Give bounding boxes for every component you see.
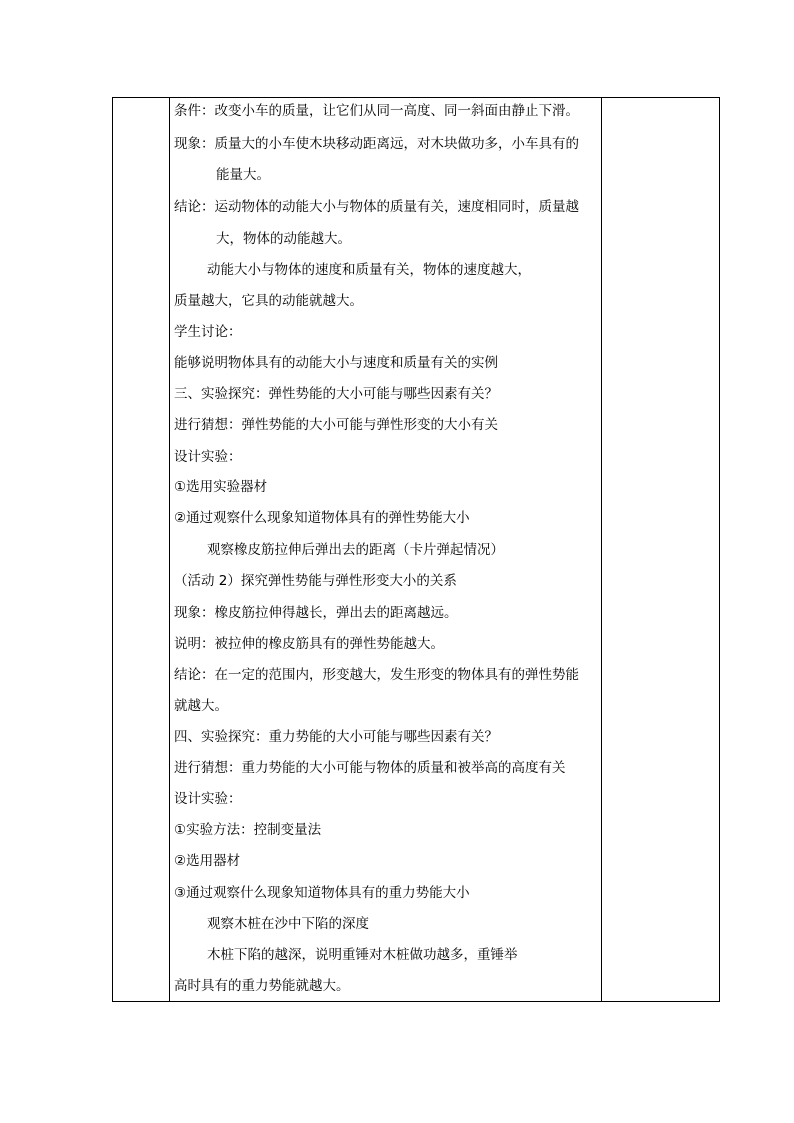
text-line: ②通过观察什么现象知道物体具有的弹性势能大小 (174, 510, 470, 526)
table-column-divider-left (169, 98, 170, 1001)
text-line: 三、实验探究：弹性势能的大小可能与哪些因素有关？ (174, 386, 498, 402)
text-line: 现象：橡皮筋拉伸得越长，弹出去的距离越远。 (174, 605, 458, 621)
text-line: 观察木桩在沙中下陷的深度 (207, 916, 369, 932)
text-line: （活动 2）探究弹性势能与弹性形变大小的关系 (174, 573, 457, 589)
text-line: 动能大小与物体的速度和质量有关，物体的速度越大， (207, 262, 531, 278)
text-line: 能量大。 (216, 167, 270, 183)
text-line: 说明：被拉伸的橡皮筋具有的弹性势能越大。 (174, 636, 444, 652)
text-line: 就越大。 (174, 698, 228, 714)
text-line: 观察橡皮筋拉伸后弹出去的距离（卡片弹起情况） (207, 542, 504, 558)
text-line: 结论：运动物体的动能大小与物体的质量有关，速度相同时，质量越 (174, 199, 579, 215)
table-column-divider-right (601, 98, 602, 1001)
text-line: 结论：在一定的范围内，形变越大，发生形变的物体具有的弹性势能 (174, 667, 579, 683)
text-line: 大，物体的动能越大。 (216, 231, 351, 247)
text-line: ③通过观察什么现象知道物体具有的重力势能大小 (174, 885, 470, 901)
text-line: 进行猜想：重力势能的大小可能与物体的质量和被举高的高度有关 (174, 760, 566, 776)
text-line: 学生讨论： (174, 324, 242, 340)
text-line: 能够说明物体具有的动能大小与速度和质量有关的实例 (174, 355, 498, 371)
text-line: 进行猜想：弹性势能的大小可能与弹性形变的大小有关 (174, 417, 498, 433)
text-line: 设计实验： (174, 791, 242, 807)
text-line: 条件：改变小车的质量，让它们从同一高度、同一斜面由静止下滑。 (174, 103, 579, 119)
text-line: ②选用器材 (174, 853, 241, 869)
text-line: 设计实验： (174, 449, 242, 465)
text-line: 高时具有的重力势能就越大。 (174, 978, 350, 994)
lesson-table (112, 97, 720, 1002)
text-line: 现象：质量大的小车使木块移动距离远，对木块做功多，小车具有的 (174, 136, 579, 152)
text-line: 质量越大，它具的动能就越大。 (174, 293, 363, 309)
text-line: 木桩下陷的越深，说明重锤对木桩做功越多，重锤举 (207, 947, 518, 963)
text-line: ①实验方法：控制变量法 (174, 822, 322, 838)
text-line: ①选用实验器材 (174, 479, 268, 495)
text-line: 四、实验探究：重力势能的大小可能与哪些因素有关？ (174, 729, 498, 745)
